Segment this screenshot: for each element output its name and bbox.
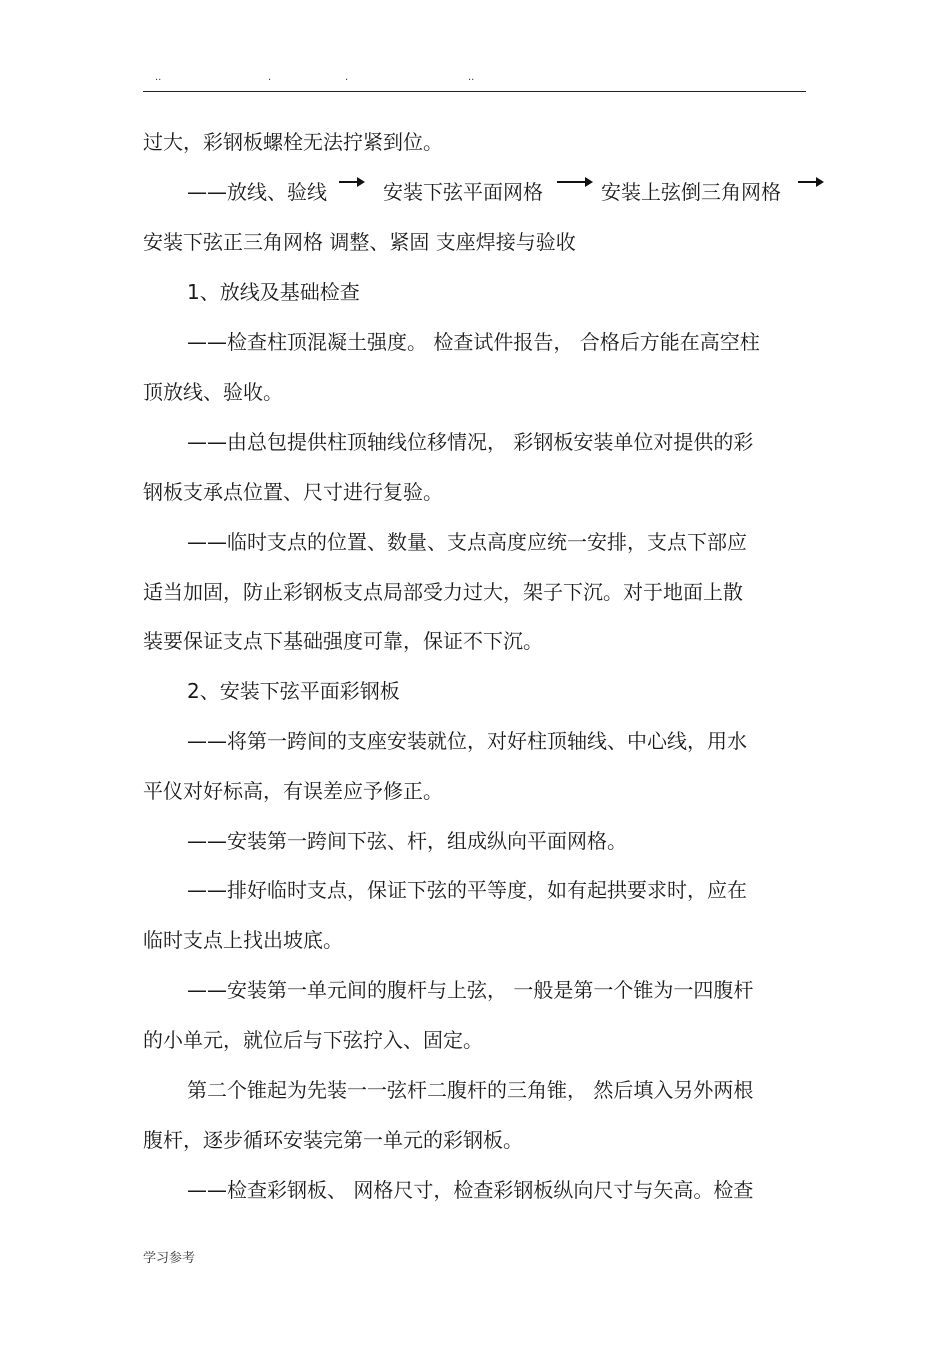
text-line: 装要保证支点下基础强度可靠，保证不下沉。 <box>143 629 543 653</box>
text-line: ——安装第一跨间下弦、杆，组成纵向平面网格。 <box>187 829 627 853</box>
section-heading: 2、安装下弦平面彩钢板 <box>187 679 400 703</box>
text-line: ——排好临时支点，保证下弦的平等度，如有起拱要求时，应在 <box>187 878 747 902</box>
section-heading: 1、放线及基础检查 <box>187 280 360 304</box>
footer-text: 学习参考 <box>143 1251 196 1266</box>
process-step-1: ——放线、验线 <box>187 180 327 204</box>
text-line: 第二个锥起为先装一一弦杆二腹杆的三角锥， 然后填入另外两根 <box>187 1078 754 1102</box>
text-line: 适当加固，防止彩钢板支点局部受力过大，架子下沉。对于地面上散 <box>143 580 743 604</box>
header-mark: .. <box>468 72 475 83</box>
text-line: ——安装第一单元间的腹杆与上弦， 一般是第一个锥为一四腹杆 <box>187 978 754 1002</box>
process-step-2: 安装下弦平面网格 <box>383 180 543 204</box>
text-line: 顶放线、验收。 <box>143 380 283 404</box>
text-line: ——检查柱顶混凝土强度。 检查试件报告， 合格后方能在高空柱 <box>187 330 760 354</box>
text-line: ——由总包提供柱顶轴线位移情况， 彩钢板安装单位对提供的彩 <box>187 430 754 454</box>
text-line: ——临时支点的位置、数量、支点高度应统一安排，支点下部应 <box>187 530 747 554</box>
text-line: ——将第一跨间的支座安装就位，对好柱顶轴线、中心线，用水 <box>187 729 747 753</box>
text-line: ——检查彩钢板、 网格尺寸，检查彩钢板纵向尺寸与矢高。检查 <box>187 1178 754 1202</box>
text-line: 钢板支承点位置、尺寸进行复验。 <box>143 480 443 504</box>
arrow-right-icon <box>557 176 583 188</box>
process-steps-continued: 安装下弦正三角网格 调整、紧固 支座焊接与验收 <box>143 230 576 254</box>
text-line: 临时支点上找出坡底。 <box>143 928 343 952</box>
text-line: 平仪对好标高，有误差应予修正。 <box>143 779 443 803</box>
arrow-right-icon <box>339 176 365 188</box>
header-mark: . <box>268 72 272 83</box>
process-step-3: 安装上弦倒三角网格 <box>601 180 781 204</box>
header-rule <box>143 91 806 92</box>
header-mark: .. <box>155 72 162 83</box>
text-line: 过大，彩钢板螺栓无法拧紧到位。 <box>143 130 443 154</box>
text-line: 的小单元，就位后与下弦拧入、固定。 <box>143 1028 483 1052</box>
header-mark: . <box>345 72 349 83</box>
header-marks <box>150 72 810 86</box>
arrow-right-icon <box>798 176 824 188</box>
text-line: 腹杆，逐步循环安装完第一单元的彩钢板。 <box>143 1128 523 1152</box>
